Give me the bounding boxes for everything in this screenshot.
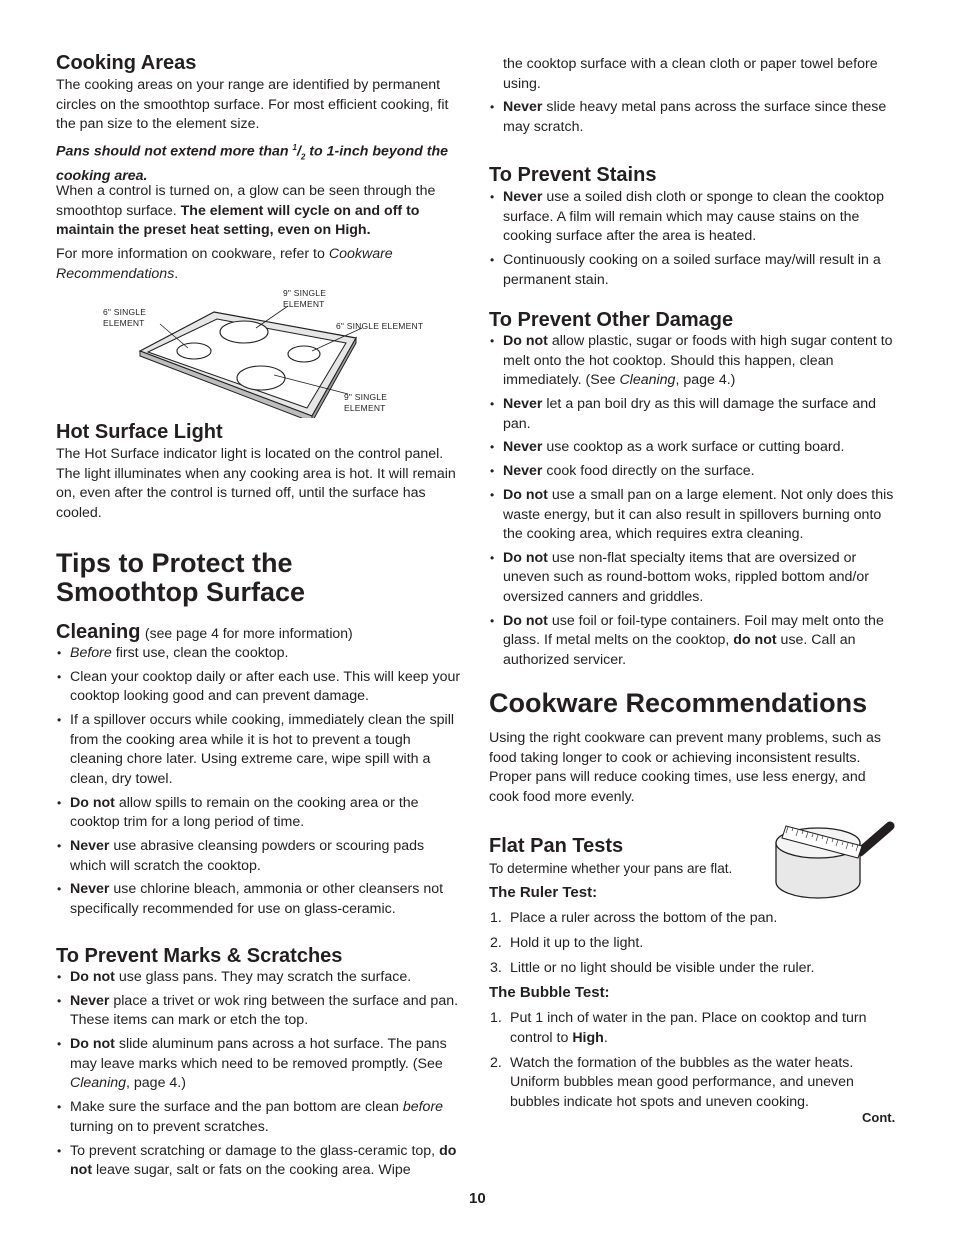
cleaning-heading: Cleaning <box>56 621 141 643</box>
list-item: • Never slide heavy metal pans across the surface since these may scratch. <box>489 98 901 137</box>
continued-label: Cont. <box>862 1110 896 1125</box>
cooking-areas-heading: Cooking Areas <box>56 52 197 74</box>
list-item: • Do not use glass pans. They may scratch the surface. <box>56 968 464 988</box>
list-item: • Never cook food directly on the surface. <box>489 462 901 482</box>
list-item: • If a spillover occurs while cooking, immediately clean the spill from the cooking area while it is hot to prevent a tough cleaning chore later. Using extreme care, wipe spill with a clean, dry towel. <box>56 711 464 789</box>
list-item: 3. Little or no light should be visible under the ruler. <box>490 959 815 976</box>
label-9-single-element-top: 9" SINGLE ELEMENT <box>283 288 327 309</box>
cleaning-heading-row <box>56 620 464 644</box>
cookware-paragraph: Using the right cookware can prevent many problems, such as food taking longer to cook or achieving inconsistent results. Proper pans will reduce cooking times, use less energy, and cook food more evenly. <box>489 730 881 805</box>
stains-heading: To Prevent Stains <box>489 164 657 186</box>
stains-list <box>489 188 901 294</box>
continued-list <box>489 98 901 141</box>
list-item: • Never place a trivet or wok ring between the surface and pan. These items can mark or etch the top. <box>56 992 464 1031</box>
bubble-test-heading: The Bubble Test: <box>489 984 610 1001</box>
marks-heading: To Prevent Marks & Scratches <box>56 945 343 967</box>
label-9-single-element-bottom: 9" SINGLE ELEMENT <box>344 392 388 413</box>
cooktop-illustration <box>100 282 460 418</box>
label-6-single-element-left: 6" SINGLE ELEMENT <box>103 307 147 328</box>
cookware-title: Cookware Recommendations <box>489 688 868 718</box>
cooking-areas-warning: Pans should not extend more than $^1/_2$ to 1-inch beyond the cooking area. <box>56 143 449 185</box>
cooking-areas-glow-paragraph: When a control is turned on, a glow can be seen through the smoothtop surface. The element will cycle on and off to maintain the preset heat setting, even on High. <box>56 183 436 239</box>
list-item: • Clean your cooktop daily or after each use. This will keep your cooktop looking good and can prevent damage. <box>56 668 464 707</box>
ruler-test-heading: The Ruler Test: <box>489 884 598 901</box>
bubble-test-steps <box>489 1009 894 1118</box>
flat-pan-heading: Flat Pan Tests <box>489 835 624 857</box>
pan-icon <box>772 816 902 902</box>
list-item: • Continuously cooking on a soiled surface may/will result in a permanent stain. <box>489 251 901 290</box>
ruler-test-steps <box>489 909 901 984</box>
list-item: 2. Watch the formation of the bubbles as the water heats. Uniform bubbles mean good performance, and uneven bubbles indicate hot spots and uneven cooking. <box>490 1054 854 1110</box>
list-item: • Do not use a small pan on a large element. Not only does this waste energy, but it can also result in spillovers burning onto the cooking area, which requires extra cleaning. <box>489 486 901 545</box>
list-item: • Before first use, clean the cooktop. <box>56 644 464 664</box>
list-item: • Do not allow spills to remain on the cooking area or the cooktop trim for a long period of time. <box>56 794 464 833</box>
list-item: • Do not slide aluminum pans across a hot surface. The pans may leave marks which need to be removed promptly. (See Cleaning, page 4.) <box>56 1035 464 1094</box>
cooktop-diagram <box>100 282 460 418</box>
page-number: 10 <box>469 1190 486 1207</box>
label-6-single-element-right: 6" SINGLE ELEMENT <box>336 321 424 331</box>
list-item: 2. Hold it up to the light. <box>490 934 644 951</box>
tips-title: Tips to Protect the Smoothtop Surface <box>56 548 306 607</box>
cleaning-note: (see page 4 for more information) <box>144 625 353 641</box>
list-item: • Never use cooktop as a work surface or cutting board. <box>489 438 901 458</box>
hot-surface-paragraph: The Hot Surface indicator light is located on the control panel. The light illuminates when any cooking area is hot. It will remain on, even after the control is turned off, until the surface has cooled. <box>56 446 456 521</box>
cooking-areas-paragraph: The cooking areas on your range are identified by permanent circles on the smoothtop surface. For most efficient cooking, fit the pan size to the element size. <box>56 77 449 133</box>
list-item: • To prevent scratching or damage to the glass-ceramic top, do not leave sugar, salt or fats on the cooking area. Wipe <box>56 1142 464 1181</box>
pan-ruler-illustration <box>772 816 902 902</box>
continued-text: the cooktop surface with a clean cloth or paper towel before using. <box>503 56 878 92</box>
cooking-areas-reference: For more information on cookware, refer to Cookware Recommendations. <box>56 246 393 282</box>
list-item: • Never use abrasive cleansing powders or scouring pads which will scratch the cooktop. <box>56 837 464 876</box>
flat-pan-intro: To determine whether your pans are flat. <box>489 861 733 876</box>
other-damage-heading: To Prevent Other Damage <box>489 309 734 331</box>
list-item: • Make sure the surface and the pan bottom are clean before turning on to prevent scratches. <box>56 1098 464 1137</box>
list-item: • Do not use non-flat specialty items that are oversized or uneven such as round-bottom woks, rippled bottom and/or oversized canners and griddles. <box>489 549 901 608</box>
list-item: • Never use a soiled dish cloth or sponge to clean the cooktop surface. A film will remain which may cause stains on the cooking surface after the area is heated. <box>489 188 901 247</box>
hot-surface-heading: Hot Surface Light <box>56 421 223 443</box>
list-item: • Do not allow plastic, sugar or foods with high sugar content to melt onto the hot cooktop. Should this happen, clean immediately. (See Cleaning, page 4.) <box>489 332 901 391</box>
list-item: • Never use chlorine bleach, ammonia or other cleansers not specifically recommended for use on glass-ceramic. <box>56 880 464 919</box>
marks-list <box>56 968 464 1185</box>
other-damage-list <box>489 332 901 675</box>
list-item: • Do not use foil or foil-type containers. Foil may melt onto the glass. If metal melts on the cooktop, do not use. Call an authorized servicer. <box>489 612 901 671</box>
list-item: 1. Put 1 inch of water in the pan. Place on cooktop and turn control to High. <box>490 1010 867 1046</box>
cleaning-list <box>56 644 464 924</box>
list-item: 1. Place a ruler across the bottom of the pan. <box>490 910 778 926</box>
list-item: • Never let a pan boil dry as this will damage the surface and pan. <box>489 395 901 434</box>
